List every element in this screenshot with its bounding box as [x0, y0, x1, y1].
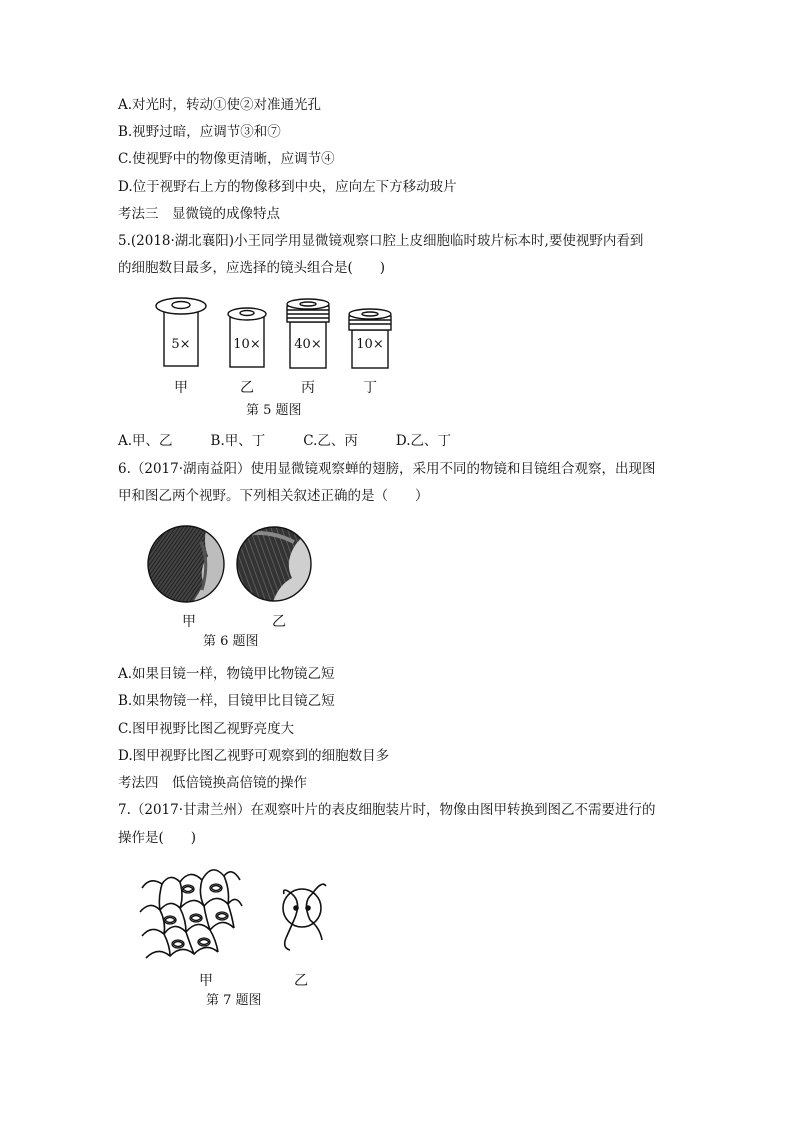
- q5-options: [118, 432, 451, 450]
- q5-figure-caption: 第 5 题图: [246, 403, 302, 418]
- lens-jia-cap: [156, 298, 206, 314]
- q7-stem-line2: 操作是( ): [118, 830, 197, 846]
- q6-option-a: A.如果目镜一样，物镜甲比物镜乙短: [118, 666, 335, 682]
- lens-ding-label: 丁: [363, 380, 377, 396]
- q6-label-jia: 甲: [182, 614, 196, 630]
- q6-label-yi: 乙: [272, 614, 286, 630]
- lens-bing-mag: 40×: [294, 337, 322, 352]
- q6-field-b: [234, 522, 314, 610]
- lens-ding-mag: 10×: [356, 337, 384, 352]
- q4-option-a: A.对光时，转动①使②对准通光孔: [118, 97, 322, 113]
- q6-field-a: [146, 522, 236, 610]
- q6-stem-line2: 甲和图乙两个视野。下列相关叙述正确的是（ ）: [118, 488, 429, 504]
- q6-stem-line1: 6.（2017·湖南益阳）使用显微镜观察蝉的翅膀，采用不同的物镜和目镜组合观察，出现图: [118, 461, 656, 477]
- q7-label-yi: 乙: [294, 973, 308, 989]
- q5-option-b: B.甲、丁: [210, 433, 266, 449]
- q7-label-jia: 甲: [199, 973, 213, 989]
- q5-stem-line1: 5.(2018·湖北襄阳)小王同学用显微镜观察口腔上皮细胞临时玻片标本时,要使视野内看到: [118, 233, 644, 249]
- lens-yi-cap: [228, 308, 266, 320]
- q7-cell-figure: [136, 858, 336, 970]
- lens-jia-label: 甲: [174, 380, 188, 396]
- q5-lens-figure: [150, 292, 410, 400]
- q6-option-c: C.图甲视野比图乙视野亮度大: [118, 721, 295, 737]
- q7-field-a: [140, 870, 242, 958]
- lens-yi-mag: 10×: [233, 337, 261, 352]
- lens-yi-label: 乙: [240, 380, 254, 396]
- q5-option-d: D.乙、丁: [395, 433, 452, 449]
- q4-option-c: C.使视野中的物像更清晰，应调节④: [118, 151, 335, 167]
- q7-stem-line1: 7.（2017·甘肃兰州）在观察叶片的表皮细胞装片时，物像由图甲转换到图乙不需要进行的: [118, 802, 656, 818]
- q7-field-b: [283, 884, 326, 950]
- lens-ding-cap: [349, 309, 391, 319]
- q5-option-a: A.甲、乙: [118, 433, 173, 449]
- q5-stem-line2: 的细胞数目最多，应选择的镜头组合是( ): [118, 260, 386, 276]
- lens-bing-cap: [287, 299, 329, 309]
- q5-option-c: C.乙、丙: [303, 433, 358, 449]
- section-3-heading: 考法三 显微镜的成像特点: [118, 206, 280, 222]
- q4-option-b: B.视野过暗，应调节③和⑦: [118, 124, 281, 140]
- q6-figure-caption: 第 6 题图: [203, 634, 259, 649]
- q7-figure-caption: 第 7 题图: [206, 993, 262, 1008]
- q6-option-b: B.如果物镜一样，目镜甲比目镜乙短: [118, 693, 335, 709]
- q4-option-d: D.位于视野右上方的物像移到中央，应向左下方移动玻片: [118, 179, 457, 195]
- q6-option-d: D.图甲视野比图乙视野可观察到的细胞数目多: [118, 748, 390, 764]
- section-4-heading: 考法四 低倍镜换高倍镜的操作: [118, 775, 307, 791]
- lens-jia-mag: 5×: [171, 337, 191, 352]
- q6-field-figure: [146, 522, 316, 610]
- lens-bing-label: 丙: [301, 380, 315, 396]
